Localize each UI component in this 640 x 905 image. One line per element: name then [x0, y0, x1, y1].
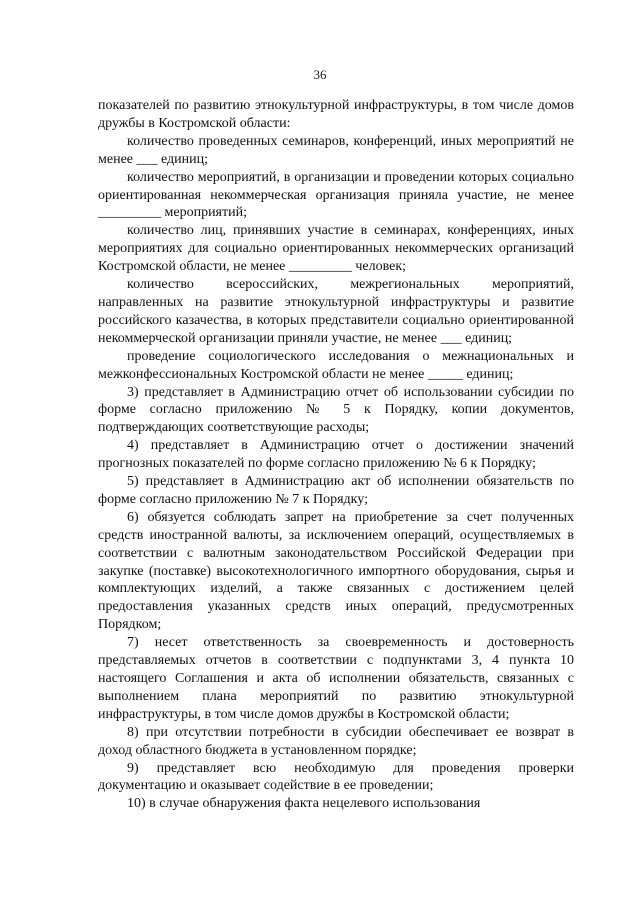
- paragraph: количество мероприятий, в организации и проведении которых социально ориентированная некоммерческая организация приняла участие, не менее _________ мероприятий;: [98, 169, 574, 221]
- paragraph: проведение социологического исследования о межнациональных и межконфессиональных Костромской области не менее _____ единиц;: [98, 348, 574, 382]
- page-number: 36: [313, 67, 327, 82]
- paragraph: 3) представляет в Администрацию отчет об использовании субсидии по форме согласно приложению № 5 к Порядку, копии документов, подтверждающих соответствующие расходы;: [98, 384, 574, 436]
- paragraph: 6) обязуется соблюдать запрет на приобретение за счет полученных средств иностранной валюты, за исключением операций, осуществляемых в соответствии с валютным законодательством Российской Федерации при закупке (поставке) высокотехнологичного импортного оборудования, сырья и комплектующих изделий, а также связанных с достижением целей предоставления указанных средств иных операций, предусмотренных Порядком;: [98, 509, 574, 633]
- paragraph: 10) в случае обнаружения факта нецелевого использования: [127, 796, 481, 812]
- paragraph: 7) несет ответственность за своевременность и достоверность представляемых отчетов в соответствии с подпунктами 3, 4 пункта 10 настоящего Соглашения и акта об исполнении обязательств, связанных с выполнением плана мероприятий по развитию этнокультурной инфраструктуры, в том числе домов дружбы в Костромской области;: [98, 635, 574, 722]
- paragraph: количество всероссийских, межрегиональных мероприятий, направленных на развитие этнокультурной инфраструктуры и развитие российского казачества, в которых представители социально ориентированной некоммерческой организации приняли участие, не менее ___ единиц;: [98, 277, 574, 346]
- paragraph: 8) при отсутствии потребности в субсидии обеспечивает ее возврат в доход областного бюджета в установленном порядке;: [98, 724, 574, 758]
- paragraph: количество проведенных семинаров, конференций, иных мероприятий не менее ___ единиц;: [98, 133, 574, 167]
- paragraph: количество лиц, принявших участие в семинарах, конференциях, иных мероприятиях для социально ориентированных некоммерческих организаций Костромской области, не менее _________ человек;: [98, 223, 574, 275]
- document-body: [98, 97, 574, 813]
- paragraph: 4) представляет в Администрацию отчет о достижении значений прогнозных показателей по форме согласно приложению № 6 к Порядку;: [98, 438, 574, 472]
- paragraph: показателей по развитию этнокультурной инфраструктуры, в том числе домов дружбы в Костромской области:: [98, 98, 574, 131]
- paragraph: 9) представляет всю необходимую для проведения проверки документацию и оказывает содействие в ее проведении;: [98, 760, 574, 794]
- paragraph: 5) представляет в Администрацию акт об исполнении обязательств по форме согласно приложению № 7 к Порядку;: [98, 474, 574, 507]
